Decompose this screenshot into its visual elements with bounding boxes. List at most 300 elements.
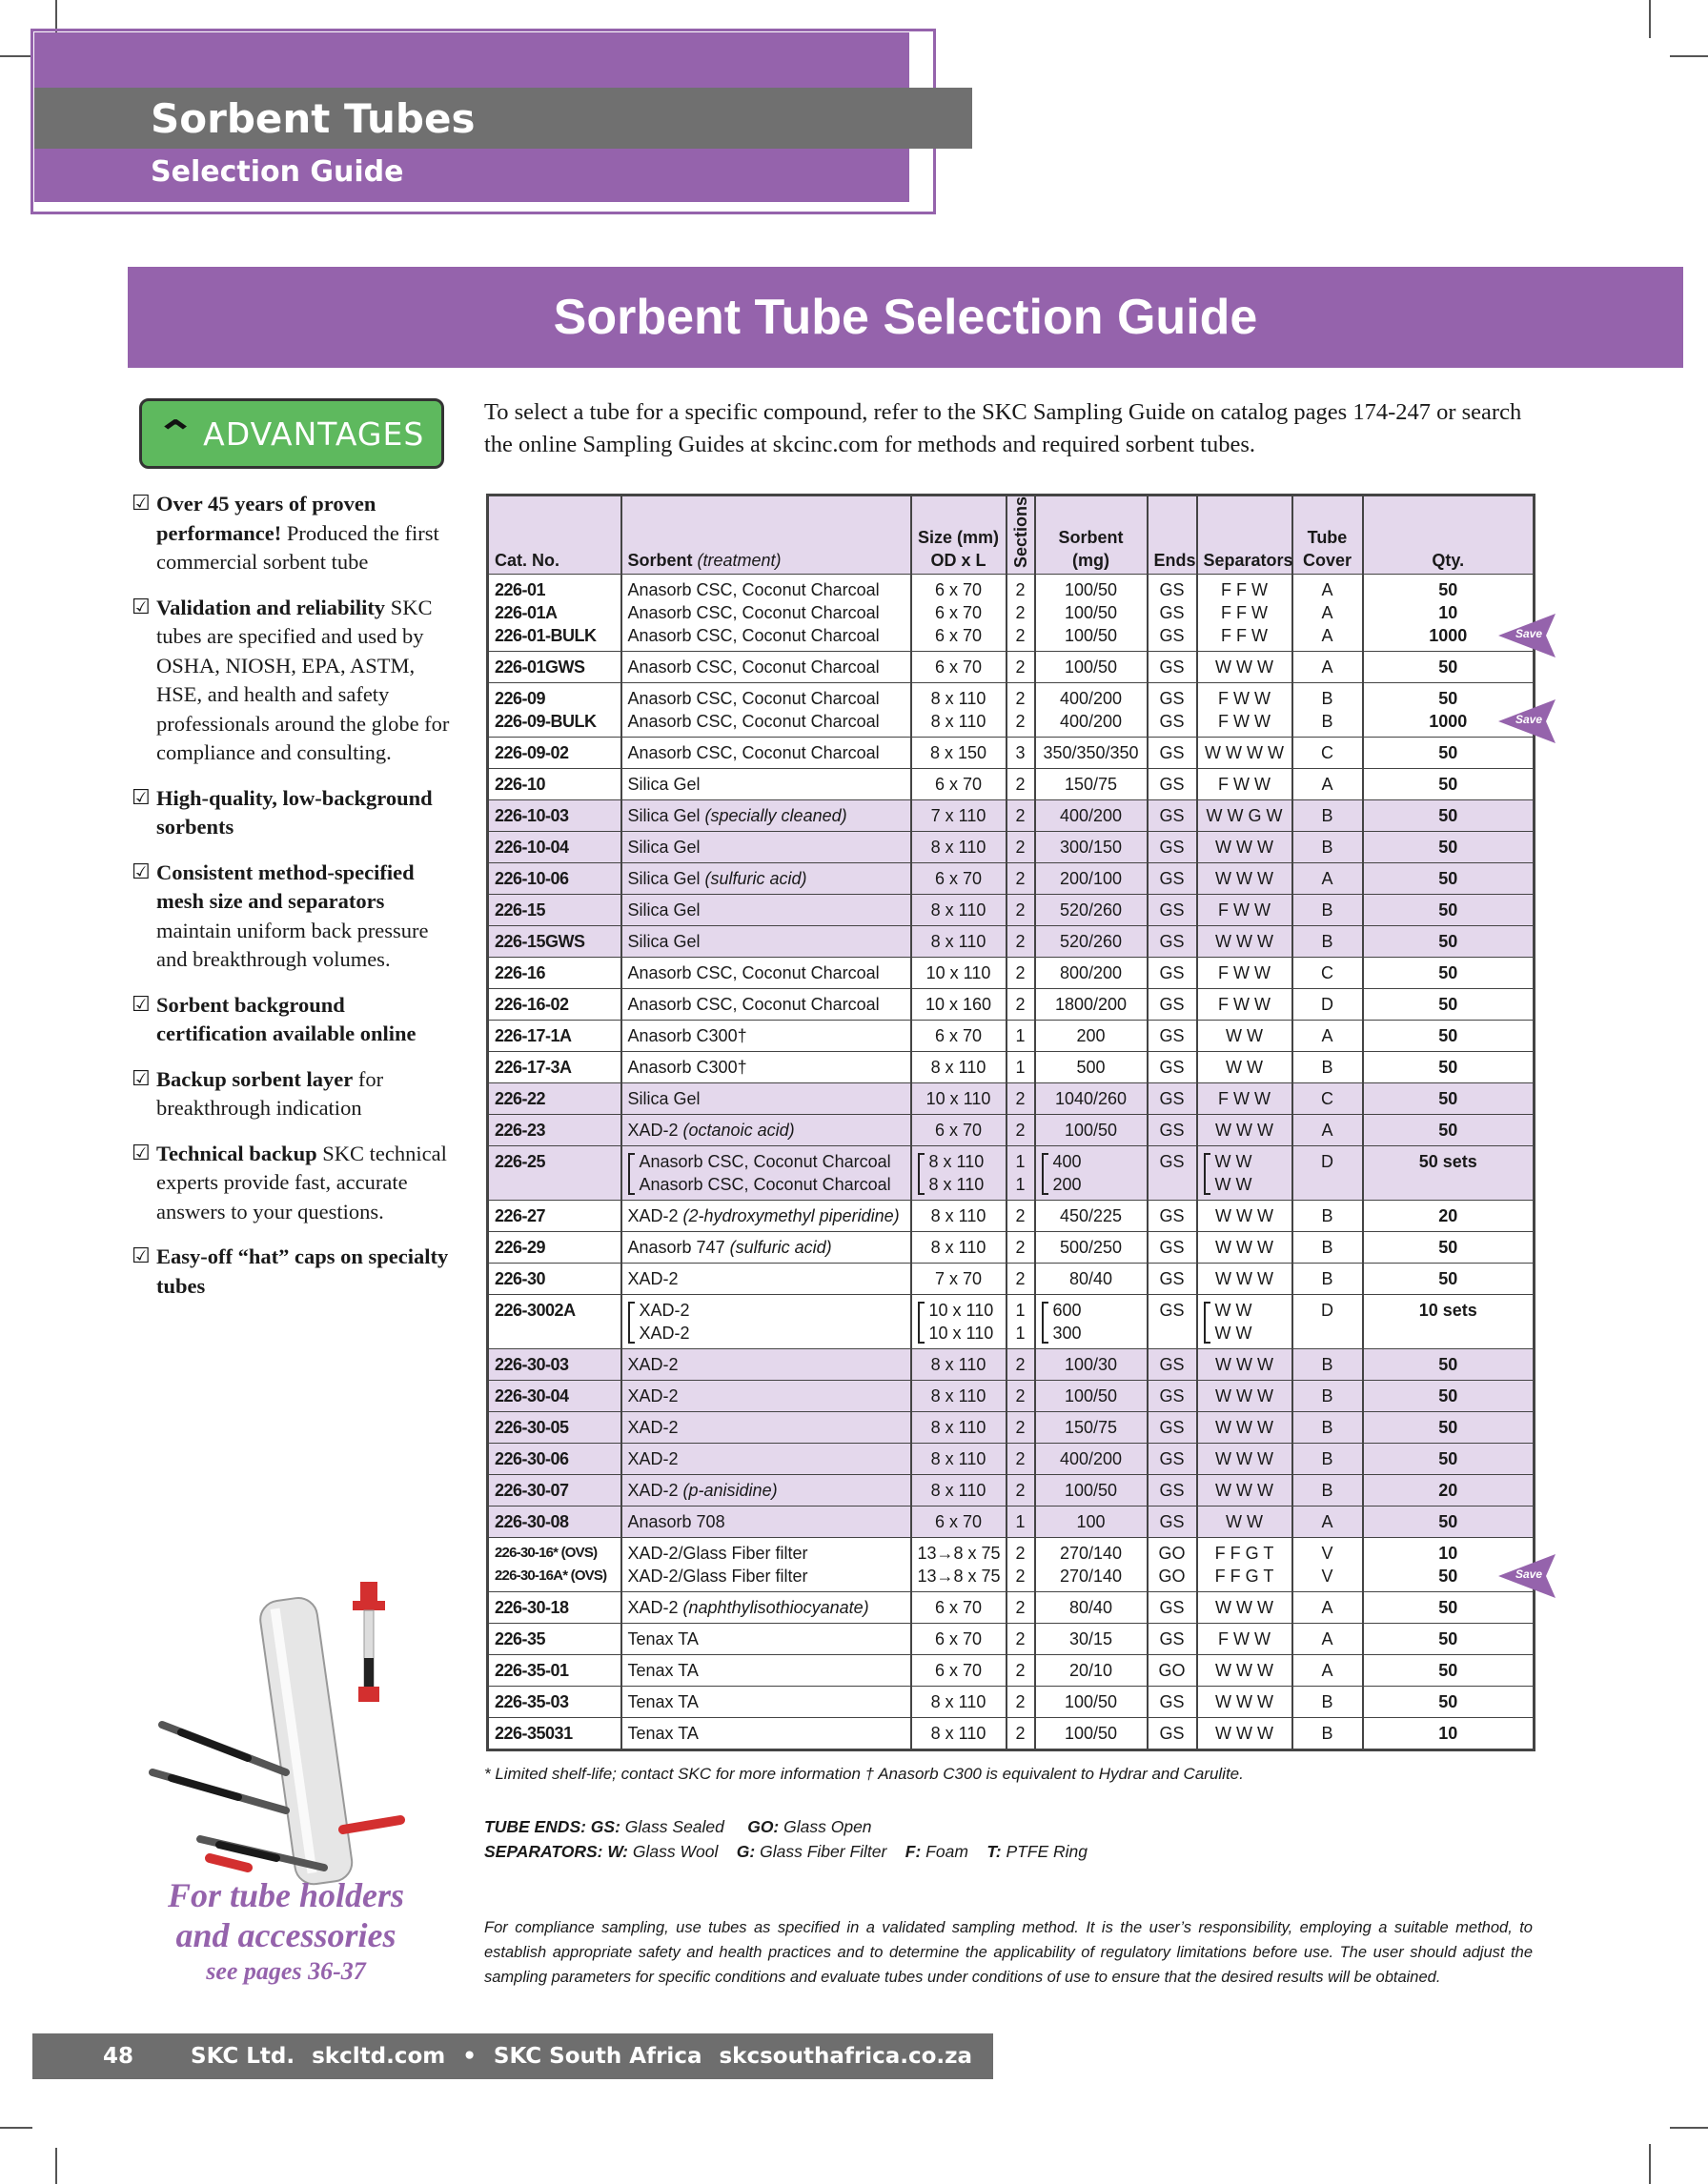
cell-line: 50: [1438, 657, 1458, 677]
cell-sec: [1006, 863, 1035, 895]
cell-line: GS: [1159, 743, 1185, 763]
cell-cat: [488, 1349, 621, 1381]
cell-ends: [1148, 1412, 1197, 1444]
cell-line: 100/50: [1064, 1481, 1118, 1501]
sorbent-name: Silica Gel: [627, 838, 701, 858]
cell-line: 50: [1438, 838, 1458, 858]
cell-mg: [1035, 1083, 1148, 1115]
cell-line: [628, 993, 905, 1016]
cell-line: [628, 1119, 905, 1142]
sorbent-name: XAD-2: [639, 1324, 690, 1344]
cell-line: 500/250: [1059, 1238, 1123, 1258]
checkbox-icon: ☑: [132, 859, 151, 884]
cell-line: [628, 656, 905, 678]
cell-cat: [488, 895, 621, 926]
cell-line: 50: [1438, 1386, 1458, 1406]
legend: [484, 1814, 1088, 1864]
checkbox-icon: ☑: [132, 785, 151, 810]
cell-line: [628, 578, 905, 601]
cell-line: GS: [1159, 1058, 1185, 1078]
cell-size: [911, 1655, 1006, 1687]
cell-line: GS: [1159, 1121, 1185, 1141]
cell-mg: [1035, 1146, 1148, 1201]
cell-line: GO: [1158, 1544, 1186, 1564]
cell-line: 50: [1438, 1692, 1458, 1712]
cell-sorbent: [621, 1412, 911, 1444]
table-row: [488, 1052, 1535, 1083]
sorbent-treatment: (2-hydroxymethyl piperidine): [682, 1206, 900, 1226]
advantage-text: [156, 991, 456, 1049]
cell-line: W W W: [1215, 1692, 1273, 1712]
cell-line: [628, 1087, 905, 1110]
cell-line: 8 x 110: [928, 1152, 985, 1172]
cell-sep: [1197, 1115, 1292, 1146]
cell-line: 800/200: [1059, 963, 1123, 983]
cell-line: 1: [1015, 1512, 1026, 1532]
cell-line: W W: [1214, 1301, 1252, 1321]
cell-line: [628, 741, 905, 764]
cell-line: [628, 1722, 905, 1745]
cell-line: 50: [1438, 1089, 1458, 1109]
cell-line: A: [1321, 1661, 1333, 1681]
advantage-bold: Sorbent background certification available online: [156, 992, 417, 1045]
col-cover-line2: Cover: [1302, 551, 1352, 571]
save-tag: [1498, 1554, 1556, 1598]
sorbent-name: Silica Gel: [627, 806, 705, 826]
cell-sec: [1006, 1021, 1035, 1052]
cell-size: [911, 1295, 1006, 1349]
cell-size: [911, 1592, 1006, 1624]
cell-mg: [1035, 769, 1148, 800]
sorbent-name: Silica Gel: [627, 775, 701, 795]
cell-line: [640, 1299, 905, 1322]
cell-line: 6 x 70: [934, 657, 983, 677]
sorbent-name: XAD-2: [639, 1301, 690, 1321]
cell-line: GS: [1159, 1301, 1185, 1321]
cell-line: [628, 804, 905, 827]
cell-line: 226-30-08: [495, 1512, 569, 1532]
cell-sec: [1006, 989, 1035, 1021]
cell-line: 226-16: [495, 963, 546, 983]
cell-ends: [1148, 575, 1197, 652]
cell-size: [911, 1412, 1006, 1444]
cell-line: 50: [1438, 869, 1458, 889]
cell-qty: [1363, 769, 1535, 800]
cell-line: V: [1321, 1567, 1333, 1587]
cell-sorbent: [621, 1232, 911, 1264]
cell-line: 2: [1015, 806, 1026, 826]
cell-cat: [488, 1052, 621, 1083]
cell-mg: [1035, 575, 1148, 652]
cell-line: 226-15GWS: [495, 932, 585, 952]
col-sorbent: [621, 495, 911, 575]
cell-line: 50: [1438, 580, 1458, 600]
cell-line: 226-23: [495, 1121, 546, 1141]
cell-line: [628, 867, 905, 890]
cell-sep: [1197, 1146, 1292, 1201]
cell-line: 2: [1015, 1206, 1026, 1226]
cell-cat: [488, 683, 621, 738]
cell-line: [628, 710, 905, 733]
cell-line: 270/140: [1059, 1544, 1123, 1564]
cell-line: 2: [1015, 1544, 1026, 1564]
sorbent-name: Anasorb CSC, Coconut Charcoal: [627, 995, 880, 1015]
cell-sec: [1006, 1687, 1035, 1718]
cell-line: [628, 773, 905, 796]
legend-separators: [484, 1839, 1088, 1864]
cell-line: B: [1321, 900, 1333, 920]
cell-cat: [488, 1201, 621, 1232]
cell-mg: [1035, 1475, 1148, 1507]
cell-ends: [1148, 1295, 1197, 1349]
sorbent-name: Anasorb CSC, Coconut Charcoal: [639, 1175, 891, 1195]
cell-sorbent: [621, 1146, 911, 1201]
cell-cat: [488, 1538, 621, 1592]
cell-line: B: [1321, 1238, 1333, 1258]
cell-sep: [1197, 1538, 1292, 1592]
cell-line: 6 x 70: [934, 1598, 983, 1618]
cell-ends: [1148, 683, 1197, 738]
cell-mg: [1035, 1718, 1148, 1750]
sorbent-name: Anasorb CSC, Coconut Charcoal: [627, 712, 880, 732]
cell-mg: [1035, 1624, 1148, 1655]
cell-sep: [1197, 895, 1292, 926]
advantage-item: [132, 490, 456, 577]
bracket: [628, 1153, 635, 1195]
cell-line: [628, 961, 905, 984]
cell-mg: [1035, 1655, 1148, 1687]
cell-line: 226-30-16* (OVS): [495, 1545, 598, 1562]
cell-line: [628, 1267, 905, 1290]
cell-cover: [1292, 1264, 1363, 1295]
cell-line: 200/100: [1059, 869, 1123, 889]
cell-mg: [1035, 1381, 1148, 1412]
cell-qty: [1363, 1381, 1535, 1412]
cell-size: [911, 1349, 1006, 1381]
cell-sec: [1006, 1083, 1035, 1115]
cell-line: W W W: [1215, 1121, 1273, 1141]
table-row: [488, 1655, 1535, 1687]
cell-cover: [1292, 1687, 1363, 1718]
cell-line: [640, 1322, 905, 1345]
cell-line: [628, 1385, 905, 1407]
advantage-bold: Over 45 years of proven performance!: [156, 492, 376, 545]
cell-cat: [488, 1592, 621, 1624]
cell-line: 50: [1438, 743, 1458, 763]
cell-ends: [1148, 1021, 1197, 1052]
cell-cat: [488, 1295, 621, 1349]
cell-qty: [1363, 895, 1535, 926]
cell-line: [640, 1173, 905, 1196]
cell-line: 8 x 110: [930, 1449, 986, 1469]
cell-line: 226-09-BULK: [495, 712, 597, 732]
cell-size: [911, 989, 1006, 1021]
crop-mark: [0, 2127, 32, 2129]
cell-mg: [1035, 895, 1148, 926]
cell-line: 50: [1438, 1058, 1458, 1078]
cell-line: A: [1321, 580, 1333, 600]
cell-sorbent: [621, 1538, 911, 1592]
cell-cover: [1292, 1115, 1363, 1146]
sorbent-name: Anasorb 747: [627, 1238, 730, 1258]
legend-g-text: Glass Fiber Filter: [755, 1842, 905, 1861]
cell-mg: [1035, 738, 1148, 769]
cell-sorbent: [621, 1475, 911, 1507]
cell-line: 50: [1438, 1567, 1458, 1587]
cell-line: 50: [1438, 689, 1458, 709]
legend-f-label: F:: [905, 1842, 922, 1861]
cell-mg: [1035, 1115, 1148, 1146]
cell-ends: [1148, 1624, 1197, 1655]
cell-line: A: [1321, 626, 1333, 646]
checkbox-icon: ☑: [132, 1141, 151, 1165]
cell-line: 226-29: [495, 1238, 546, 1258]
cell-ends: [1148, 1083, 1197, 1115]
cell-ends: [1148, 1381, 1197, 1412]
cell-cat: [488, 1146, 621, 1201]
cell-ends: [1148, 1655, 1197, 1687]
cell-line: 100/50: [1064, 1386, 1118, 1406]
cell-sep: [1197, 683, 1292, 738]
cell-mg: [1035, 989, 1148, 1021]
cell-cover: [1292, 863, 1363, 895]
cell-qty: [1363, 1052, 1535, 1083]
advantage-text: [156, 594, 456, 768]
save-label: Save: [1515, 627, 1543, 641]
cell-size: [911, 800, 1006, 832]
cell-line: 7 x 110: [930, 806, 986, 826]
cell-qty: [1363, 1021, 1535, 1052]
header-band-top: [34, 32, 909, 88]
cell-mg: [1035, 1507, 1148, 1538]
cell-qty: [1363, 1475, 1535, 1507]
cell-line: 8 x 110: [930, 1418, 986, 1438]
cell-sorbent: [621, 800, 911, 832]
cell-line: GS: [1159, 580, 1185, 600]
table-row: [488, 683, 1535, 738]
col-mg-line2: (mg): [1072, 551, 1109, 571]
cell-sorbent: [621, 1718, 911, 1750]
col-separators: Separators: [1197, 495, 1292, 575]
cell-line: 1040/260: [1054, 1089, 1128, 1109]
sorbent-name: Silica Gel: [627, 869, 705, 889]
table-row: [488, 1264, 1535, 1295]
cell-line: [628, 1659, 905, 1682]
cell-ends: [1148, 958, 1197, 989]
cell-line: GS: [1159, 1512, 1185, 1532]
cell-size: [911, 1444, 1006, 1475]
cell-size: [911, 1201, 1006, 1232]
bracket: [1042, 1153, 1048, 1195]
cell-mg: [1035, 1412, 1148, 1444]
cell-cover: [1292, 1718, 1363, 1750]
cell-line: GS: [1159, 932, 1185, 952]
cell-mg: [1035, 1592, 1148, 1624]
cell-qty: [1363, 863, 1535, 895]
cell-sec: [1006, 738, 1035, 769]
cell-line: B: [1321, 1418, 1333, 1438]
advantage-text: [156, 859, 456, 975]
sorbent-treatment: (naphthylisothiocyanate): [682, 1598, 869, 1618]
cell-line: B: [1321, 1386, 1333, 1406]
legend-g-label: G:: [736, 1842, 756, 1861]
cell-line: F W W: [1218, 963, 1271, 983]
cell-sec: [1006, 895, 1035, 926]
tube-holders-callout: [143, 1875, 429, 1988]
advantage-detail: Produced the first commercial sorbent tube: [156, 520, 439, 574]
cell-line: 226-22: [495, 1089, 546, 1109]
section-subtitle: Selection Guide: [151, 155, 404, 189]
cell-line: GS: [1159, 1026, 1185, 1046]
cell-size: [911, 958, 1006, 989]
sorbent-name: Anasorb CSC, Coconut Charcoal: [639, 1152, 891, 1172]
advantage-bold: Technical backup: [156, 1141, 317, 1165]
cell-line: 400/200: [1059, 712, 1123, 732]
cell-line: 2: [1015, 838, 1026, 858]
advantages-button: [139, 398, 444, 469]
cell-ends: [1148, 1201, 1197, 1232]
cell-mg: [1035, 863, 1148, 895]
cell-sec: [1006, 1624, 1035, 1655]
cell-line: [628, 1056, 905, 1079]
sorbent-name: XAD-2: [627, 1355, 679, 1375]
cell-line: C: [1321, 963, 1333, 983]
cell-line: GS: [1159, 1355, 1185, 1375]
cell-cover: [1292, 1052, 1363, 1083]
cell-size: [911, 1052, 1006, 1083]
cell-line: 2: [1015, 657, 1026, 677]
col-size-line1: Size (mm): [917, 528, 1000, 548]
cell-cat: [488, 1624, 621, 1655]
cell-cover: [1292, 1624, 1363, 1655]
cell-sep: [1197, 958, 1292, 989]
cell-line: 80/40: [1068, 1598, 1113, 1618]
crop-mark: [1649, 0, 1651, 38]
cell-cat: [488, 1115, 621, 1146]
cell-ends: [1148, 1592, 1197, 1624]
cell-line: 8 x 110: [930, 900, 986, 920]
cell-size: [911, 769, 1006, 800]
cell-line: 100/50: [1064, 1692, 1118, 1712]
table-row: [488, 575, 1535, 652]
cell-sep: [1197, 926, 1292, 958]
cell-ends: [1148, 1687, 1197, 1718]
cell-line: 8 x 110: [930, 689, 986, 709]
advantage-item: [132, 1140, 456, 1227]
cell-line: 226-35-01: [495, 1661, 569, 1681]
cell-line: 50: [1438, 1512, 1458, 1532]
cell-line: 100/50: [1064, 603, 1118, 623]
advantage-item: [132, 1243, 456, 1301]
cell-line: GS: [1159, 1386, 1185, 1406]
cell-cat: [488, 1381, 621, 1412]
cell-line: 8 x 110: [930, 1355, 986, 1375]
sorbent-name: XAD-2: [627, 1269, 679, 1289]
cell-line: 400/200: [1059, 1449, 1123, 1469]
cell-line: 100/50: [1064, 657, 1118, 677]
cell-ends: [1148, 800, 1197, 832]
cell-line: [628, 1024, 905, 1047]
col-cover-line1: Tube: [1307, 528, 1348, 548]
cell-cover: [1292, 1412, 1363, 1444]
cell-line: 226-09-02: [495, 743, 569, 763]
cell-line: [628, 624, 905, 647]
cell-sec: [1006, 1232, 1035, 1264]
cell-mg: [1035, 1052, 1148, 1083]
cell-line: 226-16-02: [495, 995, 569, 1015]
cell-line: 226-3002A: [495, 1301, 576, 1321]
cell-line: GS: [1159, 775, 1185, 795]
cell-line: 100/50: [1064, 580, 1118, 600]
cell-line: 226-10-03: [495, 806, 569, 826]
cell-line: 50: [1438, 775, 1458, 795]
cell-mg: [1035, 1295, 1148, 1349]
cell-sep: [1197, 1655, 1292, 1687]
cell-qty: [1363, 1412, 1535, 1444]
cell-cover: [1292, 800, 1363, 832]
col-mg-line1: Sorbent: [1058, 528, 1124, 548]
cell-line: 226-25: [495, 1152, 546, 1172]
cell-sep: [1197, 1052, 1292, 1083]
cell-line: [628, 1542, 905, 1565]
cell-sep: [1197, 1201, 1292, 1232]
table-row: [488, 1295, 1535, 1349]
cell-ends: [1148, 769, 1197, 800]
cell-size: [911, 1718, 1006, 1750]
cell-line: 520/260: [1059, 932, 1123, 952]
cell-cat: [488, 1718, 621, 1750]
cell-size: [911, 926, 1006, 958]
cell-line: 2: [1015, 900, 1026, 920]
footer-site2[interactable]: skcsouthafrica.co.za: [719, 2044, 973, 2069]
footer-site1[interactable]: skcltd.com: [312, 2044, 446, 2069]
cell-line: 50: [1438, 1629, 1458, 1649]
cell-sec: [1006, 1475, 1035, 1507]
cell-line: W W W: [1215, 869, 1273, 889]
cell-line: 10: [1438, 1544, 1458, 1564]
cell-line: 200: [1076, 1026, 1106, 1046]
cell-line: 10: [1438, 603, 1458, 623]
cell-line: A: [1321, 1026, 1333, 1046]
cell-line: 226-01A: [495, 603, 558, 623]
cell-line: B: [1321, 689, 1333, 709]
cell-sec: [1006, 1538, 1035, 1592]
cell-sep: [1197, 1592, 1292, 1624]
cell-line: A: [1321, 775, 1333, 795]
cell-ends: [1148, 895, 1197, 926]
cell-sec: [1006, 1718, 1035, 1750]
cell-sorbent: [621, 1021, 911, 1052]
cell-line: 50: [1438, 900, 1458, 920]
cell-line: 8 x 110: [928, 1175, 985, 1195]
cell-line: 400/200: [1059, 806, 1123, 826]
col-cat-no: Cat. No.: [488, 495, 621, 575]
cell-cat: [488, 1444, 621, 1475]
cell-line: 2: [1015, 712, 1026, 732]
crop-mark: [55, 2148, 57, 2184]
cell-sep: [1197, 1507, 1292, 1538]
cell-line: 50: [1438, 1238, 1458, 1258]
cell-line: A: [1321, 657, 1333, 677]
cell-sorbent: [621, 895, 911, 926]
cell-sep: [1197, 1718, 1292, 1750]
cell-line: 226-10-04: [495, 838, 569, 858]
cell-line: [628, 1628, 905, 1650]
table-row: [488, 1412, 1535, 1444]
cell-line: 1: [1015, 1324, 1026, 1344]
col-sorbent-mg: [1035, 495, 1148, 575]
sorbent-treatment: (sulfuric acid): [704, 869, 807, 889]
